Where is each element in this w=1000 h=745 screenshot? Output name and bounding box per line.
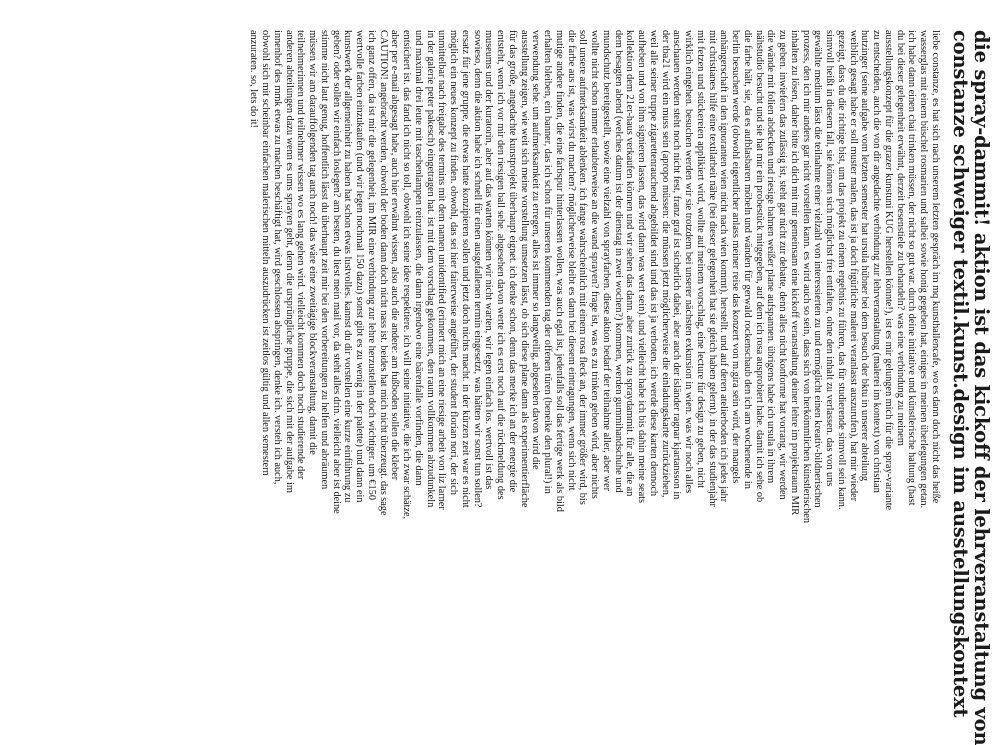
body-text-line: aber per e-mail abgesagt habe, auch hier erwähnt wissen, also auch die andere: am fußboden sollen die kleber	[389, 30, 401, 481]
body-text-line: kollektion dem 21er-haus verkaufen können und wir sehen das dann. aber zurück zu spraydammit. für alle, die an	[624, 30, 636, 497]
body-text-line: liebe constanze, es hat sich nach unserem letzten gespräch im mq kunsthallencafe, wo es dann doch nicht das heiße	[930, 30, 941, 504]
body-text-line: in der galerie peter pakesch) eingetragen hat. ist mit dem vorschlag gekommen, den raum vollkommen abzudunkeln	[424, 30, 436, 508]
body-text-line: gezeigt, dass du die richtige bist, um das projekt zu einem ergebnis zu führen, das für studierende sinnvoll sein kann.	[836, 30, 847, 510]
body-text-line: nähstudio besucht und sie hat mir ein probestück mitgegeben, auf dem ich rosa ausprobiert habe. damit ich sehe ob	[753, 30, 765, 503]
body-text-line: dem besagten abend (welches datum ist der dienstag in zwei wochen?) kommen, werden gummihandschuhe und	[612, 30, 624, 493]
body-text-line: weiblich gesagt habe er soll muster malen, das ist ja doch figürliche malerei veranlasst auszurufen), hat mir wieder	[847, 30, 859, 502]
body-text-line: weil alle seiner truppe zigarettenrauchend abgebildet sind und das ist ja verboten. ich werde diese karten dennoch	[648, 30, 659, 497]
body-text-line: die farbe aus ist, was wirst du machen? möglicherweise bleibt es dann bei diesem eintragungen, wenn sich nicht	[565, 30, 577, 491]
title-line: constanze schweiger textil.kunst.design im ausstellungskontext	[949, 30, 972, 718]
document-title	[949, 30, 993, 745]
body-text-line: mit fetzen und stückereien applikiert wird, wollte auf meinem vorschlag, eine lecture für design zu geben, nicht	[695, 30, 706, 489]
body-text-line: zu entscheiden, auch die von dir angedachte verbindung zur lehrveranstaltung (malerei im kontext) von christian	[871, 30, 883, 493]
body-text-line: berlin besuchen werde (obwohl eigentlicher anlass meiner reise das konzert von m.gira sein wird, der mangels	[730, 30, 742, 484]
body-text-line: stimme nicht laut genug, hoffentlich lässt du überhaupt zeit mir bei den vorbereitungen zu helfen und abräumen	[319, 30, 330, 490]
body-text-line: teilnehmerinnen und teilnehmer wissen wo es lang gehen wird. vielleicht kommen doch noch studierende der	[295, 30, 307, 480]
body-text-line: für das große, angedachte kunstprojekt überhaupt eignet. ich denke schon, denn das merke ich an der energie die	[507, 30, 518, 493]
body-text-line: CAUTION! angebracht werden, obwohl der boden dann doch nicht nass ist. beides hat mich nicht überzeugt. das sage	[377, 30, 389, 516]
body-text-line: zu geben. inwiefern das zulässig ist, steht gar nicht zur debatte, denn alles nicht konforme hat vorrang, wir werden	[777, 30, 789, 500]
body-text-line: ersatz für jene gruppe, die etwas hatte konzipieren sollen und jetzt doch nichts macht. in der kürzen zeit war es nicht	[460, 30, 471, 508]
body-text-line: inhalten zu lösen, daher bitte ich dich mit mir gemeinsam eine kickoff veranstaltung deiner lehre im projektraum MIR	[789, 30, 800, 516]
document-body	[248, 30, 941, 688]
body-text-line: entsteht, wenn ich vor mir den riesigen ball sehe. abgesehen davon werte ich es erst noch auf die rückmeldung des	[495, 30, 507, 500]
body-text-line: prozess, den ich mir anders gar nicht vorstellen kann. es wird auch so sein, dass sich von herkömmlichen künstlerischen	[800, 30, 812, 523]
body-text-line: ich ganz offen, da ist mir die gelegenheit, im MIR eine verbindung zur lehre herzustellen doch wichtiger. um €150	[366, 30, 377, 500]
body-text-line: wertvolle farben einzukaufen (und wir legen nochmal 150 dazu) sonst gibt es zu wenig in der palette) und dann ein	[354, 30, 366, 503]
body-text-line: ich habe dann einen chai trinken müssen, der nicht so gut war. durch deine initiative und künstlerische haltung (hast	[906, 30, 918, 506]
body-text-line: mutige andere finden, die eine farbspur hinterlassen wollen, was auch egal ist, jedenfalls soll das fertige werk als bild	[554, 30, 565, 512]
body-text-line: sinnvoll heißt in diesem fall, sie können sich möglichst frei entfalten, ohne den inhalt zu verlassen. das von uns	[824, 30, 836, 487]
body-text-line: aufheben und von ihm signieren lassen, das wird dann was wert sein). und vielleicht habe ich bis dahin meine seats	[636, 30, 648, 504]
title-line: die spray-dammit! aktion ist das kickoff der lehrveranstaltung von	[970, 30, 993, 745]
body-text-line: anzuraten. so, lets do it!	[248, 30, 260, 128]
body-text-line: der tba21 wird ein muss sein (apropo müssen: die müssen jetzt möglicherweise die einladungskarte zurückziehen,	[659, 30, 671, 498]
body-text-line: wasserglas mit einem büschel rosmarien und salbei sowie honig gegeben hat, einiges in meinen überlegungen getan.	[918, 30, 930, 509]
body-text-line: museums und der kuratorin, aber auf das warten können wir nicht warten, wir legen einfach los. wertvoll ist das	[483, 30, 495, 490]
body-text-line: entsichert ist. das fand ich nicht so toll, obwohl ich seine idee respektiere. ich will seine initiative, die ich zwar schätze,	[401, 30, 413, 520]
body-text-line: kunstwerk der allgemeinheit zu haben hat schon etwas lustvolles. kannst du dir vorstellen eine kurze einführung zu	[342, 30, 354, 503]
body-text-line: müssen wir am darauffolgenden tag auch noch! das wäre eine zweitägige blockveranstaltung, damit die	[307, 30, 319, 455]
body-text-line: anderen abteilungen dazu wenn es ums sprayen geht, denn die ursprüngliche gruppe, die sich mit der aufgabe im	[283, 30, 295, 493]
body-text-line: mundschutz bereitgestellt, sowie eine vielzahl von sprayfarben. diese aktion bedarf der teilnahme aller, aber wer	[601, 30, 612, 492]
body-text-line: sowieso, denn die aktion habe ich schnell für einen ausgefallenen termin eingesetzt, was hätten wir sonst tun sollen?	[471, 30, 483, 508]
body-text-line: verwendung sehe. um aufmerksamkeit zu erregen, alles ist immer so langweilig, abgesehen davon wird die	[530, 30, 542, 470]
body-text-line: ausstellungskonzept für die grazer kunstuni KUG herstellen könnte!), ist es mir gelungen mich für die spray-variante	[883, 30, 894, 511]
body-text-line: die farbe hält, sie, da es aufblasbaren möbeln und wänden für gerwald rockenschaub den ich am wochenende in	[742, 30, 753, 489]
body-text-line: anhängerschaft in den ignoranten wien nicht nach wien kommt), herstellt. und auf deren atelierboden ich jedes jahr	[718, 30, 730, 503]
body-text-line: du bei dieser gelegenheit erwähnt, derzeit besenstiele zu behandeln? was eine verbindung zu meinem	[894, 30, 906, 446]
body-text-line: anschauen werden steht noch nicht fest, franz graf ist sicherlich dabei, aber auch der isländer ragnar kjartansson in	[671, 30, 683, 500]
body-text-line: und maximal drei leute mit taschenlampen reinzulassen, die dann irgendwo eine bärenfalle vorfinden, die dann	[413, 30, 424, 486]
body-text-line: gewählte medium lässt die teilnahme einer vielzahl von interessierten zu und ermöglicht einen kreativ-bildnerischen	[812, 30, 824, 508]
body-text-line: erhalten bleiben, ein banner, das ich schon für unseren kommenden tag der offenen türen (beneike den plural!) in	[542, 30, 554, 494]
body-text-line: möglich ein neues konzept zu finden. obwohl, das sei hier fairerweise angeführt, der student florian nori, der sich	[448, 30, 460, 495]
body-text-line: die wände mit folien abdecken und riesige bahnen weißer plane aufspannen. übrigens habe ich ursula in ihrem	[765, 30, 777, 484]
body-text-line: soll unsere aufmerksamkeit ablenken. ich fange wahrscheinlich mit einem rosa fleck an, der immer größer wird, bis	[577, 30, 589, 505]
body-text-line: geben? oder sollen wir einfach loslegen? am besten, du liest mein mail vor, da steht alles drin. vielleicht aber ist deine	[330, 30, 342, 514]
body-text-line: innenhof des mmk etwas zu machen beschäftigt hat, wird geschlossen abspringen, denke ich. versteh ich auch,	[272, 30, 283, 485]
body-text-line: ausstellung zeigen, wie weit sich meine vorstellung umsetzen lässt, ob sich diese plane dann als experimentierfläche	[518, 30, 530, 508]
body-text-line: wollte nicht schon immer erlaubterweise an die wand sprayen? frage ist, was es zu trinken geben wird, aber nichts	[589, 30, 601, 499]
body-text-line: hutzinger (seine aufgabe vom letzten semester hat ursula hübner bei dem besuch der bktu in unserer abteilung	[859, 30, 871, 482]
body-text-line: unmittelbar nach freigabe des termins mit dem namen unidentified (erinnert mich an eine riesige arbeit von liz larner	[436, 30, 448, 510]
body-text-line: wirklich eingehen. besuchen werden wir sie trotzdem bei unserer nächsten exkursion in wien. was wir noch alles	[683, 30, 695, 494]
body-text-line: mit christianes hilfe eine textilarbeit nähe (bei dieser gelegenheit hat sie gleich haben gelernt). in der das studienjahr	[706, 30, 718, 507]
body-text-line: obwohl sich mit scheinbar einfachen malerischen mitteln auszudrücken ist zeitlos gültig und allen semestern	[260, 30, 272, 476]
